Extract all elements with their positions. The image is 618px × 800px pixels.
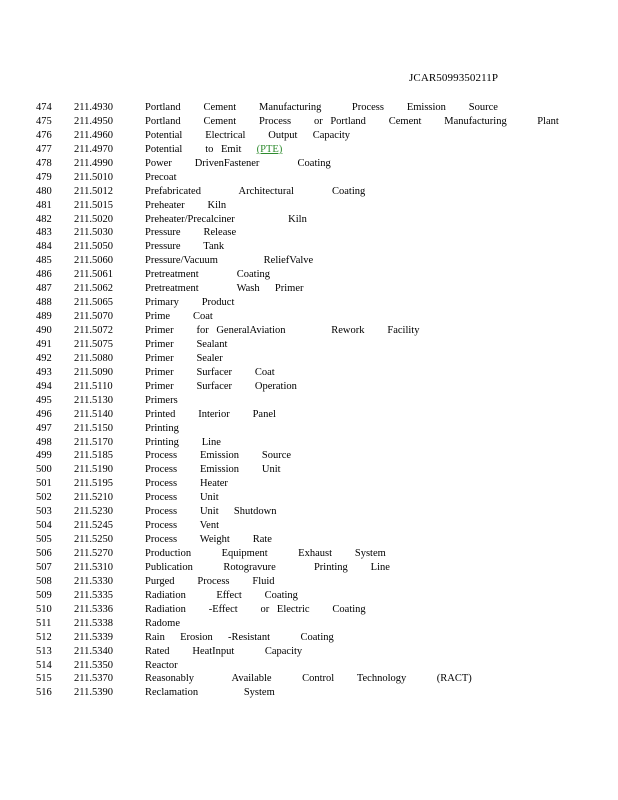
row-number: 489 xyxy=(36,311,52,323)
row-number: 483 xyxy=(36,227,52,239)
term-label xyxy=(145,296,234,310)
term-text: Primer Sealer xyxy=(145,352,223,364)
term-text: Primer Surfacer Coat xyxy=(145,366,275,378)
term-label xyxy=(145,547,386,561)
row-number: 488 xyxy=(36,297,52,309)
section-number: 211.5270 xyxy=(74,548,113,559)
term-text: Primer Surfacer Operation xyxy=(145,380,297,392)
list-item xyxy=(0,519,618,533)
term-text: Process Weight Rate xyxy=(145,534,272,546)
row-number: 507 xyxy=(36,561,52,573)
row-number: 499 xyxy=(36,450,52,462)
term-label xyxy=(145,282,303,296)
term-text: Publication Rotogravure Printing Line xyxy=(145,561,390,573)
row-number: 476 xyxy=(36,129,52,141)
row-number: 480 xyxy=(36,185,52,197)
term-text: Precoat xyxy=(145,171,177,183)
term-label xyxy=(145,631,334,645)
list-item xyxy=(0,505,618,519)
term-text: Pretreatment Wash Primer xyxy=(145,283,304,295)
term-label xyxy=(145,185,365,199)
section-number: 211.5010 xyxy=(74,171,113,183)
list-item xyxy=(0,617,618,631)
term-label xyxy=(145,436,221,450)
term-label xyxy=(145,101,498,115)
term-text: Potential to Emit xyxy=(145,143,242,155)
list-item xyxy=(0,659,618,673)
term-label xyxy=(145,240,224,254)
term-label xyxy=(145,115,559,129)
row-number: 494 xyxy=(36,380,52,392)
section-number: 211.5012 xyxy=(74,185,113,197)
section-number: 211.5060 xyxy=(74,255,113,267)
term-label xyxy=(145,645,302,659)
section-number: 211.5185 xyxy=(74,450,113,462)
term-text: Radome xyxy=(145,617,180,629)
section-number: 211.5336 xyxy=(74,603,113,615)
row-number: 497 xyxy=(36,422,52,434)
list-item xyxy=(0,101,618,115)
term-text: Primary Product xyxy=(145,297,235,309)
row-number: 515 xyxy=(36,673,52,685)
list-item xyxy=(0,171,618,185)
term-label xyxy=(145,171,177,185)
section-number: 211.5065 xyxy=(74,297,113,309)
section-number: 211.5080 xyxy=(74,352,113,364)
definitions-list xyxy=(0,101,618,700)
term-text: Primers xyxy=(145,394,178,406)
section-number: 211.5140 xyxy=(74,408,113,420)
term-text: Pressure/Vacuum ReliefValve xyxy=(145,255,314,267)
term-label xyxy=(145,408,276,422)
list-item xyxy=(0,645,618,659)
list-item xyxy=(0,157,618,171)
section-number: 211.5210 xyxy=(74,492,113,504)
section-number: 211.5390 xyxy=(74,687,113,699)
row-number: 485 xyxy=(36,255,52,267)
row-number: 478 xyxy=(36,157,52,169)
section-number: 211.5072 xyxy=(74,325,113,336)
term-label xyxy=(145,603,366,617)
list-item xyxy=(0,491,618,505)
term-text: Reactor xyxy=(145,659,178,671)
row-number: 479 xyxy=(36,171,52,183)
term-text: Process Heater xyxy=(145,478,228,490)
term-text: Reclamation System xyxy=(145,687,275,699)
section-number: 211.5150 xyxy=(74,422,113,434)
term-label xyxy=(145,575,275,589)
list-item xyxy=(0,603,618,617)
term-text: Portland Cement Manufacturing Process Emission Source xyxy=(145,102,498,113)
term-text: Process Vent xyxy=(145,520,220,532)
row-number: 477 xyxy=(36,143,52,155)
list-item xyxy=(0,686,618,700)
row-number: 495 xyxy=(36,394,52,406)
section-number: 211.5061 xyxy=(74,269,113,281)
list-item xyxy=(0,115,618,129)
term-label xyxy=(145,213,307,227)
section-number: 211.4930 xyxy=(74,102,113,113)
row-number: 491 xyxy=(36,338,52,350)
term-label xyxy=(145,268,270,282)
row-number: 496 xyxy=(36,408,52,420)
term-label xyxy=(145,617,180,631)
term-text: Portland Cement Process or Portland Cement Manufacturing Plant xyxy=(145,115,559,127)
section-number: 211.5015 xyxy=(74,199,113,211)
term-text: Pressure Tank xyxy=(145,241,225,253)
list-item xyxy=(0,547,618,561)
term-text: Process Emission Unit xyxy=(145,464,281,476)
term-label xyxy=(145,143,282,157)
row-number: 509 xyxy=(36,589,52,601)
term-label xyxy=(145,324,419,338)
row-number: 482 xyxy=(36,213,52,225)
term-text: Rain Erosion -Resistant Coating xyxy=(145,631,334,643)
row-number: 514 xyxy=(36,659,52,671)
list-item xyxy=(0,352,618,366)
term-text: Process Unit xyxy=(145,492,219,504)
section-number: 211.5110 xyxy=(74,380,113,392)
term-text: Pressure Release xyxy=(145,227,237,239)
row-number: 481 xyxy=(36,199,52,211)
list-item xyxy=(0,394,618,408)
list-item xyxy=(0,561,618,575)
section-number: 211.4950 xyxy=(74,115,113,127)
term-text: Rated HeatInput Capacity xyxy=(145,645,303,657)
row-number: 490 xyxy=(36,325,52,336)
term-text: Printed Interior Panel xyxy=(145,408,276,420)
term-label xyxy=(145,199,226,213)
term-label xyxy=(145,463,281,477)
term-label xyxy=(145,338,227,352)
list-item xyxy=(0,575,618,589)
list-item xyxy=(0,324,618,338)
section-number: 211.5370 xyxy=(74,673,113,685)
section-number: 211.5335 xyxy=(74,589,113,601)
list-item xyxy=(0,310,618,324)
term-label xyxy=(145,533,272,547)
term-text: Radiation -Effect or Electric Coating xyxy=(145,603,366,615)
section-number: 211.5020 xyxy=(74,213,113,225)
list-item xyxy=(0,463,618,477)
section-number: 211.5062 xyxy=(74,283,113,295)
list-item xyxy=(0,422,618,436)
section-number: 211.5338 xyxy=(74,617,113,629)
list-item xyxy=(0,449,618,463)
section-number: 211.5350 xyxy=(74,659,113,671)
term-text: Purged Process Fluid xyxy=(145,575,275,587)
list-item xyxy=(0,129,618,143)
section-number: 211.4990 xyxy=(74,157,113,169)
section-number: 211.5250 xyxy=(74,534,113,546)
section-number: 211.5090 xyxy=(74,366,113,378)
list-item xyxy=(0,213,618,227)
row-number: 486 xyxy=(36,269,52,281)
term-text: Printing xyxy=(145,422,179,434)
term-label xyxy=(145,226,236,240)
section-number: 211.5070 xyxy=(74,311,113,323)
row-number: 506 xyxy=(36,548,52,559)
list-item xyxy=(0,366,618,380)
term-text: Pretreatment Coating xyxy=(145,269,271,281)
term-label xyxy=(145,589,298,603)
list-item xyxy=(0,143,618,157)
list-item xyxy=(0,631,618,645)
row-number: 505 xyxy=(36,534,52,546)
row-number: 508 xyxy=(36,575,52,587)
row-number: 475 xyxy=(36,115,52,127)
list-item xyxy=(0,408,618,422)
row-number: 500 xyxy=(36,464,52,476)
section-number: 211.5170 xyxy=(74,436,113,448)
term-label xyxy=(145,380,297,394)
section-number: 211.5050 xyxy=(74,241,113,253)
section-number: 211.5190 xyxy=(74,464,113,476)
row-number: 503 xyxy=(36,506,52,518)
list-item xyxy=(0,533,618,547)
term-text: Preheater Kiln xyxy=(145,199,227,211)
list-item xyxy=(0,589,618,603)
list-item xyxy=(0,672,618,686)
row-number: 484 xyxy=(36,241,52,253)
term-text: Primer for GeneralAviation Rework Facility xyxy=(145,325,420,336)
row-number: 498 xyxy=(36,436,52,448)
term-label xyxy=(145,449,291,463)
term-text: Process Emission Source xyxy=(145,450,292,462)
section-number: 211.5130 xyxy=(74,394,113,406)
list-item xyxy=(0,477,618,491)
term-label xyxy=(145,686,275,700)
section-number: 211.5030 xyxy=(74,227,113,239)
term-label xyxy=(145,129,350,143)
list-item xyxy=(0,226,618,240)
term-text: Process Unit Shutdown xyxy=(145,506,277,518)
row-number: 502 xyxy=(36,492,52,504)
term-label xyxy=(145,491,219,505)
row-number: 501 xyxy=(36,478,52,490)
row-number: 504 xyxy=(36,520,52,532)
term-text: Production Equipment Exhaust System xyxy=(145,548,386,559)
term-text: Potential Electrical Output Capacity xyxy=(145,129,351,141)
section-number: 211.4970 xyxy=(74,143,113,155)
term-text: Prefabricated Architectural Coating xyxy=(145,185,366,197)
term-text: Preheater/Precalciner Kiln xyxy=(145,213,307,225)
term-label xyxy=(145,505,276,519)
section-number: 211.5340 xyxy=(74,645,113,657)
term-label xyxy=(145,352,223,366)
list-item xyxy=(0,268,618,282)
term-label xyxy=(145,366,275,380)
term-label xyxy=(145,254,313,268)
document-id: JCAR5099350211P xyxy=(409,72,499,84)
term-text: Printing Line xyxy=(145,436,221,448)
term-label xyxy=(145,659,178,673)
row-number: 512 xyxy=(36,631,52,643)
list-item xyxy=(0,338,618,352)
list-item xyxy=(0,282,618,296)
row-number: 492 xyxy=(36,352,52,364)
term-label xyxy=(145,394,178,408)
section-number: 211.5195 xyxy=(74,478,113,490)
row-number: 493 xyxy=(36,366,52,378)
term-label xyxy=(145,310,213,324)
row-number: 487 xyxy=(36,283,52,295)
row-number: 474 xyxy=(36,102,52,113)
section-number: 211.5310 xyxy=(74,561,113,573)
section-number: 211.5330 xyxy=(74,575,113,587)
list-item xyxy=(0,185,618,199)
row-number: 511 xyxy=(36,617,52,629)
term-text: Reasonably Available Control Technology (RACT) xyxy=(145,673,472,685)
section-number: 211.5245 xyxy=(74,520,113,532)
term-label xyxy=(145,157,331,171)
row-number: 516 xyxy=(36,687,52,699)
term-text: Prime Coat xyxy=(145,311,213,323)
term-label xyxy=(145,477,228,491)
row-number: 510 xyxy=(36,603,52,615)
term-text: Power DrivenFastener Coating xyxy=(145,157,331,169)
term-label xyxy=(145,519,219,533)
section-number: 211.4960 xyxy=(74,129,113,141)
term-label xyxy=(145,422,179,436)
term-label xyxy=(145,672,472,686)
list-item xyxy=(0,380,618,394)
row-number: 513 xyxy=(36,645,52,657)
list-item xyxy=(0,296,618,310)
section-number: 211.5075 xyxy=(74,338,113,350)
list-item xyxy=(0,436,618,450)
list-item xyxy=(0,240,618,254)
section-number: 211.5230 xyxy=(74,506,113,518)
term-text: Radiation Effect Coating xyxy=(145,589,298,601)
term-abbreviation-link[interactable]: (PTE) xyxy=(256,143,283,155)
list-item xyxy=(0,254,618,268)
term-text: Primer Sealant xyxy=(145,338,228,350)
term-label xyxy=(145,561,390,575)
list-item xyxy=(0,199,618,213)
section-number: 211.5339 xyxy=(74,631,113,643)
